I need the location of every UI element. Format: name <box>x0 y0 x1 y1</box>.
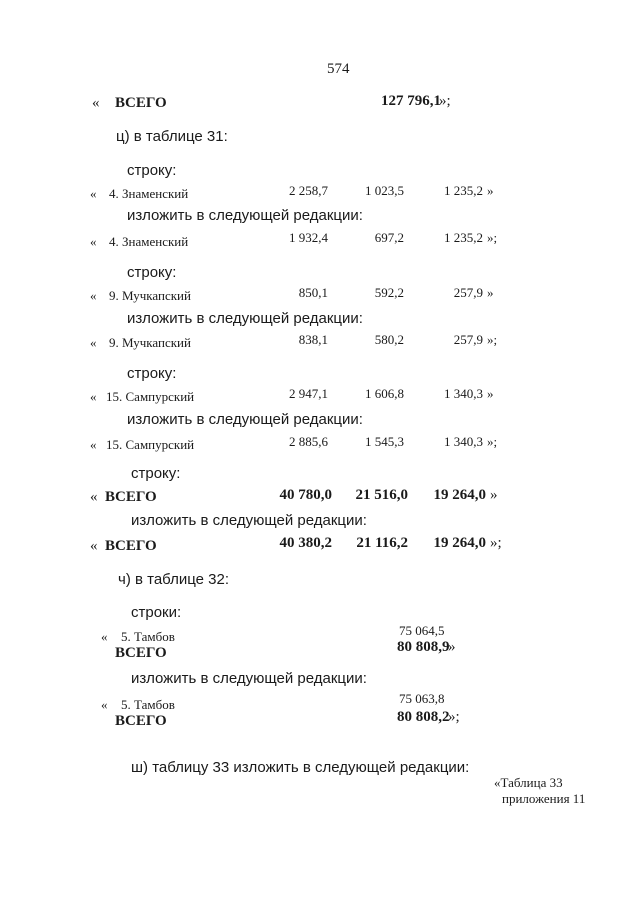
edit-note: изложить в следующей редакции: <box>131 670 367 687</box>
quote-open: « <box>90 335 97 350</box>
quote-open: « <box>90 389 97 404</box>
row-end: » <box>487 285 494 300</box>
cell-v2: 21 516,0 <box>355 487 408 503</box>
row-end: »; <box>487 230 498 245</box>
row-end: »; <box>487 434 498 449</box>
row-intro: строку: <box>127 365 177 382</box>
cell-v1: 2 885,6 <box>289 434 328 449</box>
edit-note: изложить в следующей редакции: <box>127 411 363 428</box>
cell-v1: 838,1 <box>298 332 328 347</box>
cell-v3: 1 235,2 <box>444 230 483 245</box>
row-intro: строку: <box>127 162 177 179</box>
row-end: »; <box>490 535 502 551</box>
row-name: 5. Тамбов <box>121 629 175 644</box>
cell-v3: 19 264,0 <box>433 535 486 551</box>
section-33-heading: ш) таблицу 33 изложить в следующей редакции: <box>131 759 470 776</box>
row-name: 9. Мучкапский <box>109 288 191 303</box>
cell-v1: 2 258,7 <box>289 183 328 198</box>
quote-open: « <box>101 629 108 644</box>
top-total-label: ВСЕГО <box>115 95 167 111</box>
cell-v1: 40 780,0 <box>279 487 332 503</box>
cell-v1: 1 932,4 <box>289 230 328 245</box>
table-caption-line1: «Таблица 33 <box>494 775 563 790</box>
page-number: 574 <box>327 61 350 77</box>
row-end: »; <box>439 93 451 109</box>
top-total-value: 127 796,1 <box>381 93 441 109</box>
edit-note: изложить в следующей редакции: <box>127 207 363 224</box>
cell-v3: 1 340,3 <box>444 434 483 449</box>
row-name: 15. Сампурский <box>106 437 195 452</box>
cell-v3: 1 235,2 <box>444 183 483 198</box>
cell-v3: 257,9 <box>453 285 483 300</box>
cell-value: 75 063,8 <box>399 691 445 706</box>
cell-v3: 257,9 <box>453 332 483 347</box>
row-end: » <box>490 487 498 503</box>
table-caption-line2: приложения 11 <box>502 791 586 806</box>
row-intro: строки: <box>131 604 182 621</box>
cell-v2: 697,2 <box>374 230 404 245</box>
quote-open: « <box>101 697 108 712</box>
cell-total: 80 808,2 <box>397 709 450 725</box>
quote-open: « <box>90 437 97 452</box>
row-name: 15. Сампурский <box>106 389 195 404</box>
quote-open: « <box>90 538 98 554</box>
row-intro: строку: <box>131 465 181 482</box>
section-31-heading: ц) в таблице 31: <box>116 128 228 145</box>
cell-total: 80 808,9 <box>397 639 450 655</box>
cell-v1: 2 947,1 <box>289 386 328 401</box>
cell-v1: 40 380,2 <box>279 535 332 551</box>
row-name: 5. Тамбов <box>121 697 175 712</box>
quote-open: « <box>90 186 97 201</box>
edit-note: изложить в следующей редакции: <box>131 512 367 529</box>
row-name: 4. Знаменский <box>109 186 189 201</box>
row-end: » <box>487 183 494 198</box>
row-name-total: ВСЕГО <box>105 538 157 554</box>
row-end: » <box>448 639 456 655</box>
edit-note: изложить в следующей редакции: <box>127 310 363 327</box>
cell-v3: 19 264,0 <box>433 487 486 503</box>
cell-v2: 1 606,8 <box>365 386 404 401</box>
quote-open: « <box>90 288 97 303</box>
row-name-total: ВСЕГО <box>115 713 167 729</box>
cell-v3: 1 340,3 <box>444 386 483 401</box>
row-name: 4. Знаменский <box>109 234 189 249</box>
row-intro: строку: <box>127 264 177 281</box>
cell-v2: 592,2 <box>374 285 404 300</box>
row-end: » <box>487 386 494 401</box>
section-32-heading: ч) в таблице 32: <box>118 571 229 588</box>
cell-v2: 21 116,2 <box>356 535 408 551</box>
cell-value: 75 064,5 <box>399 623 445 638</box>
quote-open: « <box>90 234 97 249</box>
row-end: »; <box>448 709 460 725</box>
row-name-total: ВСЕГО <box>105 489 157 505</box>
cell-v2: 1 023,5 <box>365 183 404 198</box>
row-name: 9. Мучкапский <box>109 335 191 350</box>
row-name-total: ВСЕГО <box>115 645 167 661</box>
quote-open: « <box>90 489 98 505</box>
cell-v2: 580,2 <box>374 332 404 347</box>
quote-open: « <box>92 95 100 111</box>
row-end: »; <box>487 332 498 347</box>
cell-v2: 1 545,3 <box>365 434 404 449</box>
cell-v1: 850,1 <box>298 285 328 300</box>
